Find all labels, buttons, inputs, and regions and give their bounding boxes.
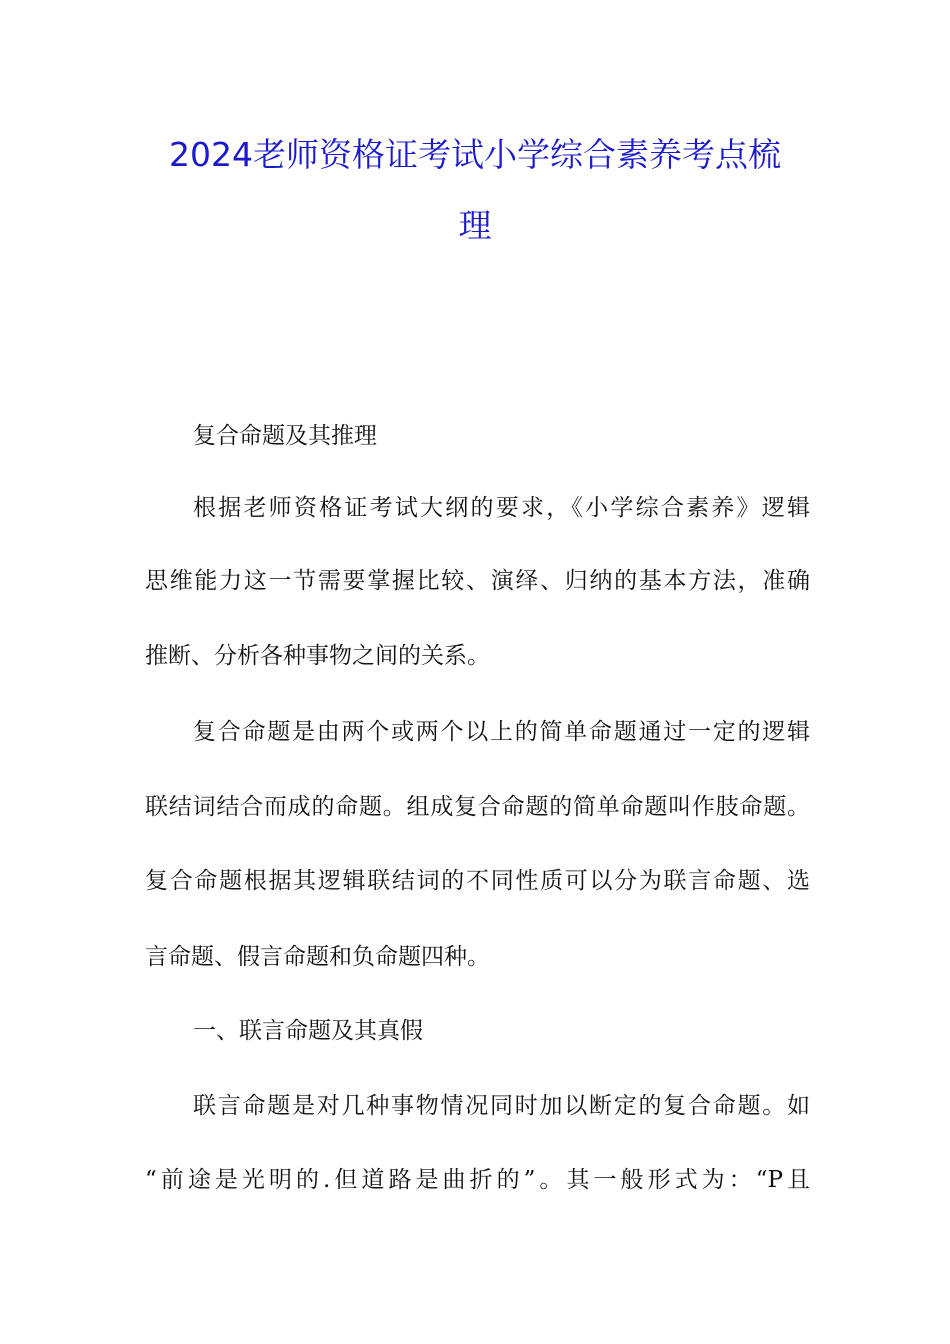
document-title-line-1: 2024老师资格证考试小学综合素养考点梳 <box>169 135 781 174</box>
paragraph-line: 复合命题根据其逻辑联结词的不同性质可以分为联言命题、选 <box>145 868 810 894</box>
paragraph-line: “前途是光明的.但道路是曲折的”。其一般形式为：“P且 <box>145 1167 810 1193</box>
paragraph-line: 思维能力这一节需要掌握比较、演绎、归纳的基本方法，准确 <box>145 568 810 594</box>
paragraph-line: 复合命题是由两个或两个以上的简单命题通过一定的逻辑 <box>193 719 810 745</box>
paragraph-line: 联结词结合而成的命题。组成复合命题的简单命题叫作肢命题。 <box>145 794 810 820</box>
paragraph-line: 根据老师资格证考试大纲的要求，《小学综合素养》逻辑 <box>193 495 810 521</box>
paragraph-line: 推断、分析各种事物之间的关系。 <box>145 643 490 669</box>
section-heading-compound-propositions: 复合命题及其推理 <box>193 423 377 449</box>
section-heading-conjunctive-propositions: 一、联言命题及其真假 <box>193 1018 423 1044</box>
paragraph-line: 联言命题是对几种事物情况同时加以断定的复合命题。如 <box>193 1093 810 1119</box>
document-title-line-2: 理 <box>458 206 492 245</box>
paragraph-line: 言命题、假言命题和负命题四种。 <box>145 944 490 970</box>
